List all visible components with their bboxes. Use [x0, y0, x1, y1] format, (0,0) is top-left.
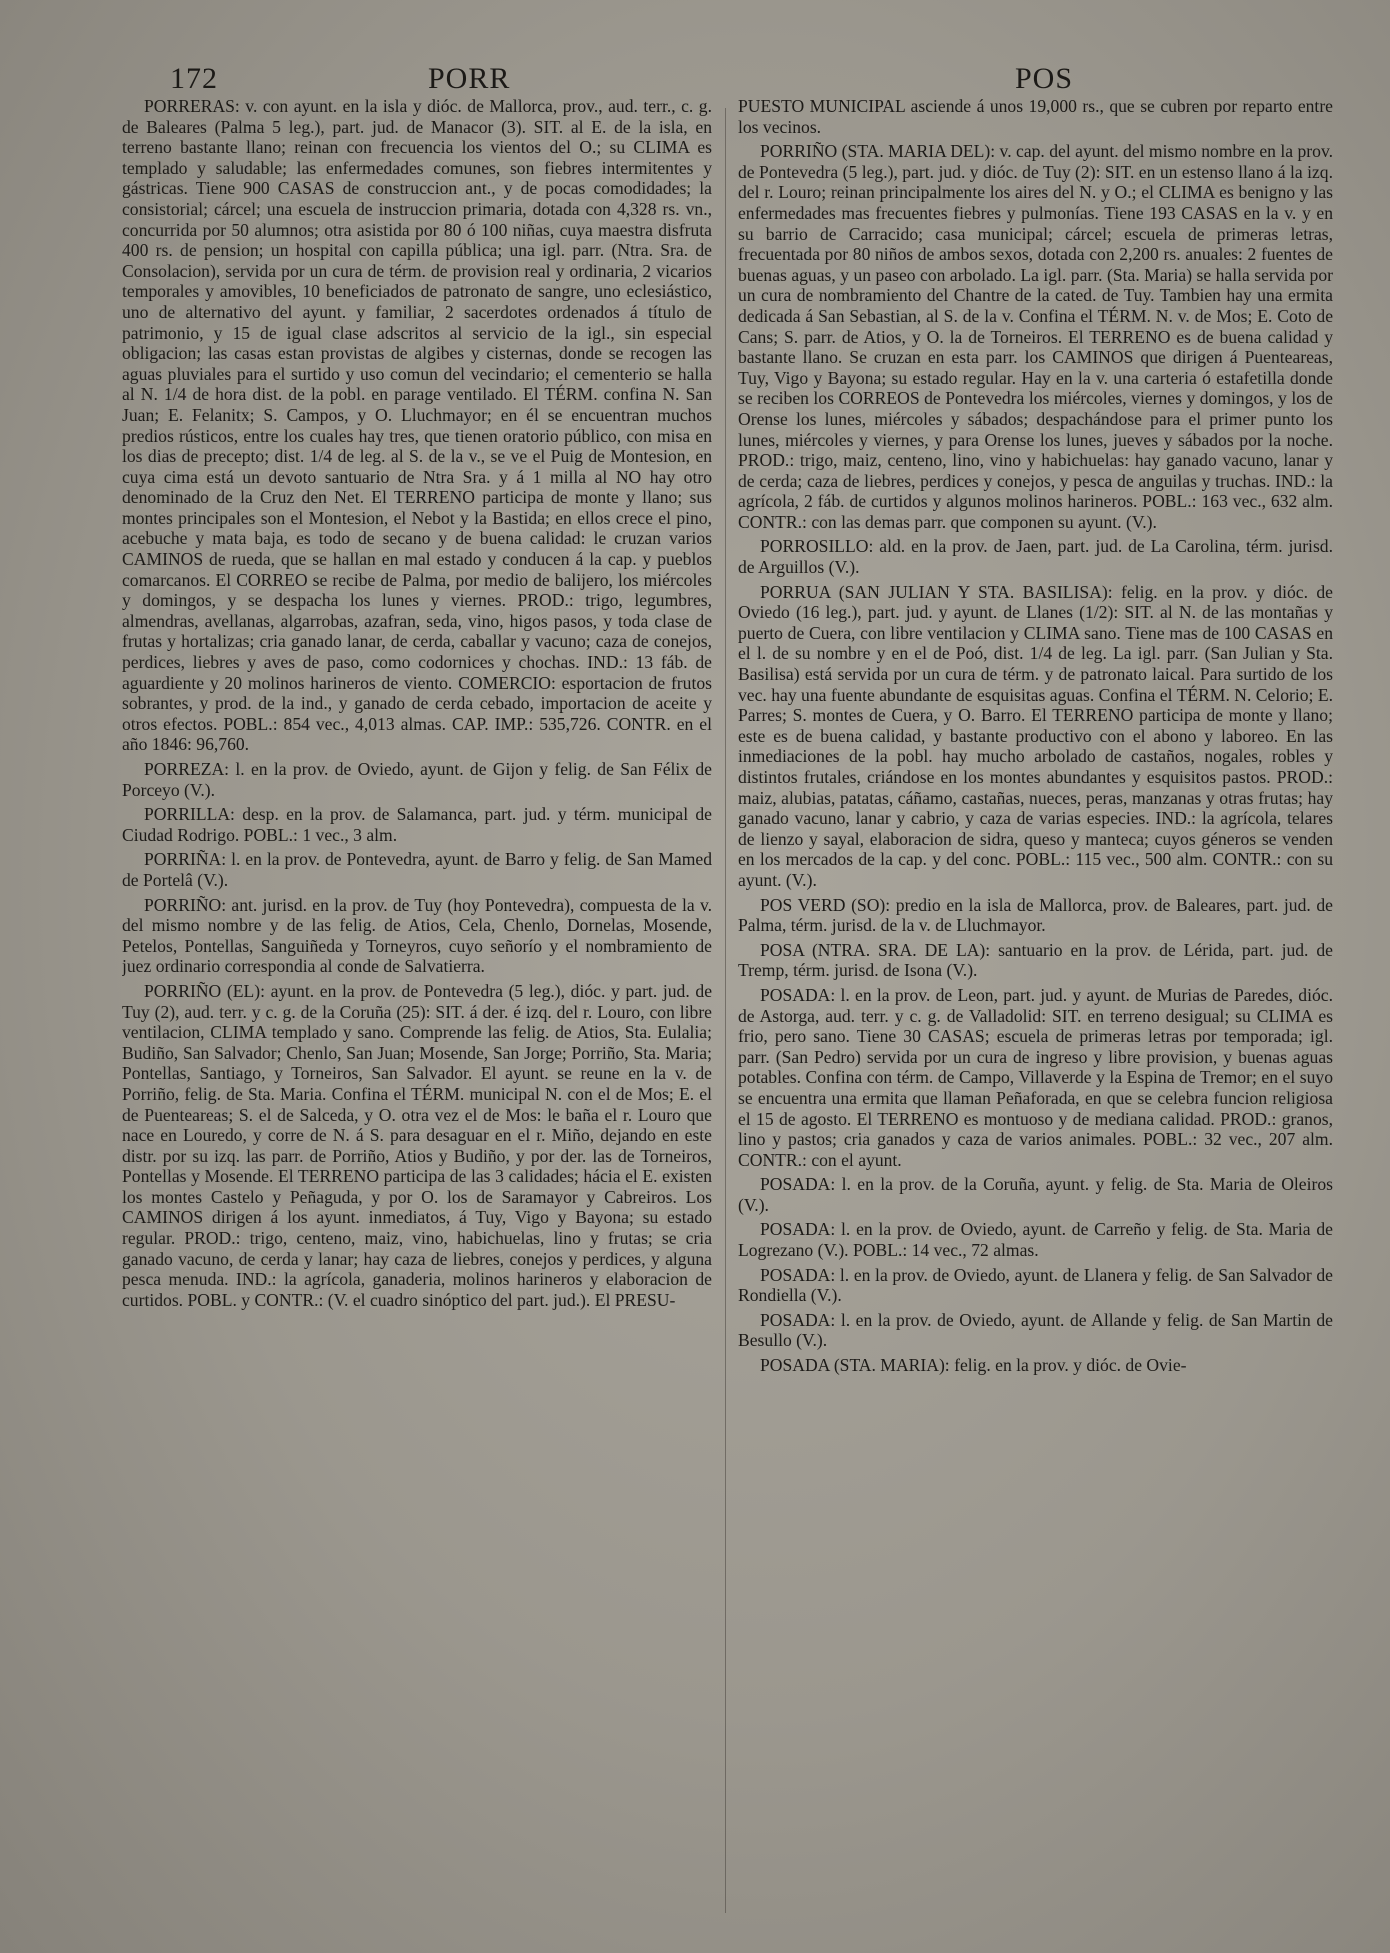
- entry-posada-carreno: POSADA: l. en la prov. de Oviedo, ayunt. de Carreño y felig. de Sta. Maria de Logrezano (V.). POBL.: 14 vec., 72 almas.: [738, 1219, 1333, 1261]
- entry-posada-allande: POSADA: l. en la prov. de Oviedo, ayunt. de Allande y felig. de San Martin de Besullo (V.).: [738, 1309, 1333, 1351]
- right-running-head: POS: [1015, 62, 1074, 95]
- entry-posa: POSA (NTRA. SRA. DE LA): santuario en la prov. de Lérida, part. jud. de Tremp, térm. jurisd. de Isona (V.).: [738, 939, 1333, 981]
- entry-continuation: PUESTO MUNICIPAL asciende á unos 19,000 rs., que se cubren por reparto entre los vecinos.: [738, 96, 1333, 137]
- entry-porreras: PORRERAS: v. con ayunt. en la isla y dióc. de Mallorca, prov., aud. terr., c. g. de Baleares (Palma 5 leg.), part. jud. de Manacor (3). SIT. al E. de la isla, en terreno bastante llano; reinan con frecuencia los vientos del O.; su CLIMA es templado y saludable; las enfermedades comunes, son fiebres intermitentes y gástricas. Tiene 900 CASAS de construccion ant., y de pocas comodidades; la consistorial; cárcel; una escuela de instruccion primaria, dotada con 4,328 rs. vn., concurrida por 50 alumnos; otra asistida por 80 ó 100 niñas, cuya maestra disfruta 400 rs. de pension; un hospital con capilla pública; una igl. parr. (Ntra. Sra. de Consolacion), servida por un cura de térm. de provision real y ordinaria, 2 vicarios temporales y amovibles, 10 beneficiados de patronato de sangre, uno eclesiástico, uno de alternativo del ayunt. y familiar, 2 sacerdotes ordenados á título de patrimonio, y 15 de igual clase adscritos al servicio de la igl., sin especial obligacion; las casas estan provistas de algibes y cisternas, donde se recogen las aguas pluviales para el surtido y uso comun del vecindario; el cementerio se halla al N. 1/4 de hora dist. de la pobl. en parage ventilado. El TÉRM. confina N. San Juan; E. Felanitx; S. Campos, y O. Lluchmayor; en él se encuentran muchos predios rústicos, entre los cuales hay tres, que tienen oratorio público, con misa en los dias de precepto; dist. 1/4 de leg. al S. de la v., se ve el Puig de Montesion, en cuya cima está un devoto santuario de Ntra Sra. y á 1 milla al NO hay otro denominado de la Cruz den Net. El TERRENO participa de monte y llano; sus montes principales son el Montesion, el Nebot y la Bastida; en ellos crece el pino, acebuche y mata baja, es todo de secano y de buena calidad: le cruzan varios CAMINOS de rueda, que se hallan en mal estado y conducen á la cap. y pueblos comarcanos. El CORREO se recibe de Palma, por medio de balijero, los miércoles y domingos, y se despacha los lunes y viernes. PROD.: trigo, legumbres, almendras, avellanas, algarrobas, azafran, seda, vino, higos pasos, y toda clase de frutas y hortalizas; cria ganado lanar, de cerda, caballar y vacuno; caza de conejos, perdices, liebres y aves de paso, como codornices y chochas. IND.: 13 fáb. de aguardiente y 20 molinos harineros de viento. COMERCIO: esportacion de frutos sobrantes, y prod. de la ind., y ganado de cerda cebado, importacion de aceite y otros efectos. POBL.: 854 vec., 4,013 almas. CAP. IMP.: 535,726. CONTR. en el año 1846: 96,760.: [122, 96, 712, 755]
- entry-posada-sta-maria: POSADA (STA. MARIA): felig. en la prov. y dióc. de Ovie-: [760, 1355, 1187, 1376]
- entry-posada-leon: POSADA: l. en la prov. de Leon, part. jud. y ayunt. de Murias de Paredes, dióc. de Astorga, aud. terr. y c. g. de Valladolid: SIT. en terreno desigual; su CLIMA es frio, pero sano. Tiene 30 CASAS; escuela de primeras letras por temporada; igl. parr. (San Pedro) servida por un cura de ingreso y libre provision, y buenas aguas potables. Confina con térm. de Campo, Villaverde y la Espina de Tremor; en el suyo se encuentra una ermita que llaman Peñaforada, en que se celebra funcion religiosa el 15 de agosto. El TERRENO es montuoso y de mediana calidad. PROD.: granos, lino y pastos; cria ganados y caza de varios animales. POBL.: 32 vec., 207 alm. CONTR.: con el ayunt.: [738, 984, 1333, 1170]
- left-running-head: PORR: [428, 62, 511, 95]
- left-column: [122, 96, 712, 1923]
- entry-porrina: PORRIÑA: l. en la prov. de Pontevedra, ayunt. de Barro y felig. de San Mamed de Portelâ (V.).: [122, 849, 712, 890]
- entry-posada-llanera: POSADA: l. en la prov. de Oviedo, ayunt. de Llanera y felig. de San Salvador de Rondiella (V.).: [738, 1264, 1333, 1306]
- entry-porrua: PORRUA (SAN JULIAN Y STA. BASILISA): felig. en la prov. y dióc. de Oviedo (16 leg.), part. jud. y ayunt. de Llanes (1/2): SIT. al N. de las montañas y puerto de Cuera, con libre ventilacion y CLIMA sano. Tiene mas de 100 CASAS en el l. de su nombre y en el de Poó, dist. 1/4 de leg. La igl. parr. (San Julian y Sta. Basilisa) está servida por un cura de térm. y de patronato laical. Para surtido de los vec. hay una fuente abundante de esquisitas aguas. Confina el TÉRM. N. Celorio; E. Parres; S. montes de Cuera, y O. Barro. El TERRENO participa de monte y llano; este es de buena calidad, y bastante productivo con el abono y laboreo. En las inmediaciones de la pobl. hay mucho arbolado de castaños, nogales, robles y distintos frutales, criándose en los montes abundantes y esquisitos pastos. PROD.: maiz, alubias, patatas, cáñamo, castañas, nueces, peras, manzanas y otras frutas; hay ganado vacuno, lanar y cabrio, y caza de varias especies. IND.: la agrícola, telares de lienzo y sayal, elaboracion de sidra, queso y manteca; cuyos géneros se venden en los mercados de la cap. y del conc. POBL.: 115 vec., 500 alm. CONTR.: con su ayunt. (V.).: [738, 581, 1333, 890]
- entry-porrino-jurisd: PORRIÑO: ant. jurisd. en la prov. de Tuy (hoy Pontevedra), compuesta de la v. del mismo nombre y de las felig. de Atios, Cela, Chenlo, Dornelas, Mosende, Petelos, Pontellas, Sanguiñeda y Torneyros, cuyo señorío y el nombramiento de juez ordinario correspondia al conde de Salvatierra.: [122, 894, 712, 977]
- entry-porreza: PORREZA: l. en la prov. de Oviedo, ayunt. de Gijon y felig. de San Félix de Porceyo (V.).: [122, 759, 712, 800]
- right-column: [738, 96, 1333, 1923]
- entry-porrilla: PORRILLA: desp. en la prov. de Salamanca, part. jud. y térm. municipal de Ciudad Rodrigo. POBL.: 1 vec., 3 alm.: [122, 804, 712, 845]
- page-number: 172: [170, 62, 218, 95]
- entry-porrino-sta-maria: PORRIÑO (STA. MARIA DEL): v. cap. del ayunt. del mismo nombre en la prov. de Pontevedra (5 leg.), part. jud. y dióc. de Tuy (2): SIT. en un estenso llano á la izq. del r. Louro; reinan principalmente los aires del N. y O.; el CLIMA es benigno y las enfermedades mas frecuentes fiebres y pulmonías. Tiene 193 CASAS en la v. y en su barrio de Carracido; casa municipal; cárcel; escuela de primeras letras, frecuentada por 80 niños de ambos sexos, dotada con 2,200 rs. anuales: 2 fuentes de buenas aguas, y un paseo con arbolado. La igl. parr. (Sta. Maria) se halla servida por un cura de nombramiento del Chantre de la cated. de Tuy. Tambien hay una ermita dedicada á San Sebastian, al S. de la v. Confina el TÉRM. N. v. de Mos; E. Coto de Cans; S. parr. de Atios, y O. la de Torneiros. El TERRENO es de buena calidad y bastante llano. Se cruzan en esta parr. los CAMINOS que dirigen á Puenteareas, Tuy, Vigo y Bayona; su estado regular. Hay en la v. una carteria ó estafetilla donde se reciben los CORREOS de Pontevedra los miércoles, viernes y domingos, y los de Orense los lunes, miércoles y sábados; despachándose para el primer punto los lunes, miércoles y viernes, y para Orense los lunes, jueves y sábados por la noche. PROD.: trigo, maiz, centeno, lino, vino y habichuelas: hay ganado vacuno, lanar y de cerda; caza de liebres, perdices y conejos, y pesca de anguilas y truchas. IND.: la agrícola, 2 fáb. de curtidos y algunos molinos harineros. POBL.: 163 vec., 632 alm. CONTR.: con las demas parr. que componen su ayunt. (V.).: [738, 141, 1333, 532]
- entry-posada-coruna: POSADA: l. en la prov. de la Coruña, ayunt. y felig. de Sta. Maria de Oleiros (V.).: [738, 1174, 1333, 1215]
- column-divider: [725, 108, 726, 1913]
- entry-porrino-el: PORRIÑO (EL): ayunt. en la prov. de Pontevedra (5 leg.), dióc. y part. jud. de Tuy (2), aud. terr. y c. g. de la Coruña (25): SIT. á der. é izq. del r. Louro, con libre ventilacion, CLIMA templado y sano. Comprende las felig. de Atios, Sta. Eulalia; Budiño, San Salvador; Chenlo, San Juan; Mosende, San Jorge; Porriño, Sta. Maria; Pontellas, Santiago, y Torneiros, San Salvador. El ayunt. se reune en la v. de Porriño, felig. de Sta. Maria. Confina el TÉRM. municipal N. con el de Mos; E. el de Puenteareas; S. el de Salceda, y O. otra vez el de Mos: le baña el r. Louro que nace en Louredo, y corre de N. á S. para desaguar en el r. Miño, dejando en este distr. por su izq. las parr. de Porriño, Atios y Budiño, y por der. las de Torneiros, Pontellas y Mosende. El TERRENO participa de las 3 calidades; hácia el E. existen los montes Castelo y Peñaguda, y por O. los de Saramayor y Cabreiros. Los CAMINOS dirigen á los ayunt. inmediatos, á Tuy, Vigo y Bayona; su estado regular. PROD.: trigo, centeno, maiz, vino, habichuelas, lino y frutas; se cria ganado vacuno, de cerda y lanar; hay caza de liebres, conejos y perdices, y alguna pesca menuda. IND.: la agrícola, ganaderia, molinos harineros y elaboracion de curtidos. POBL. y CONTR.: (V. el cuadro sinóptico del part. jud.). El PRESU-: [122, 980, 712, 1310]
- entry-pos-verd: POS VERD (SO): predio en la isla de Mallorca, prov. de Baleares, part. jud. de Palma, térm. jurisd. de la v. de Lluchmayor.: [738, 894, 1333, 936]
- entry-porrosillo: PORROSILLO: ald. en la prov. de Jaen, part. jud. de La Carolina, térm. jurisd. de Arguillos (V.).: [738, 536, 1333, 578]
